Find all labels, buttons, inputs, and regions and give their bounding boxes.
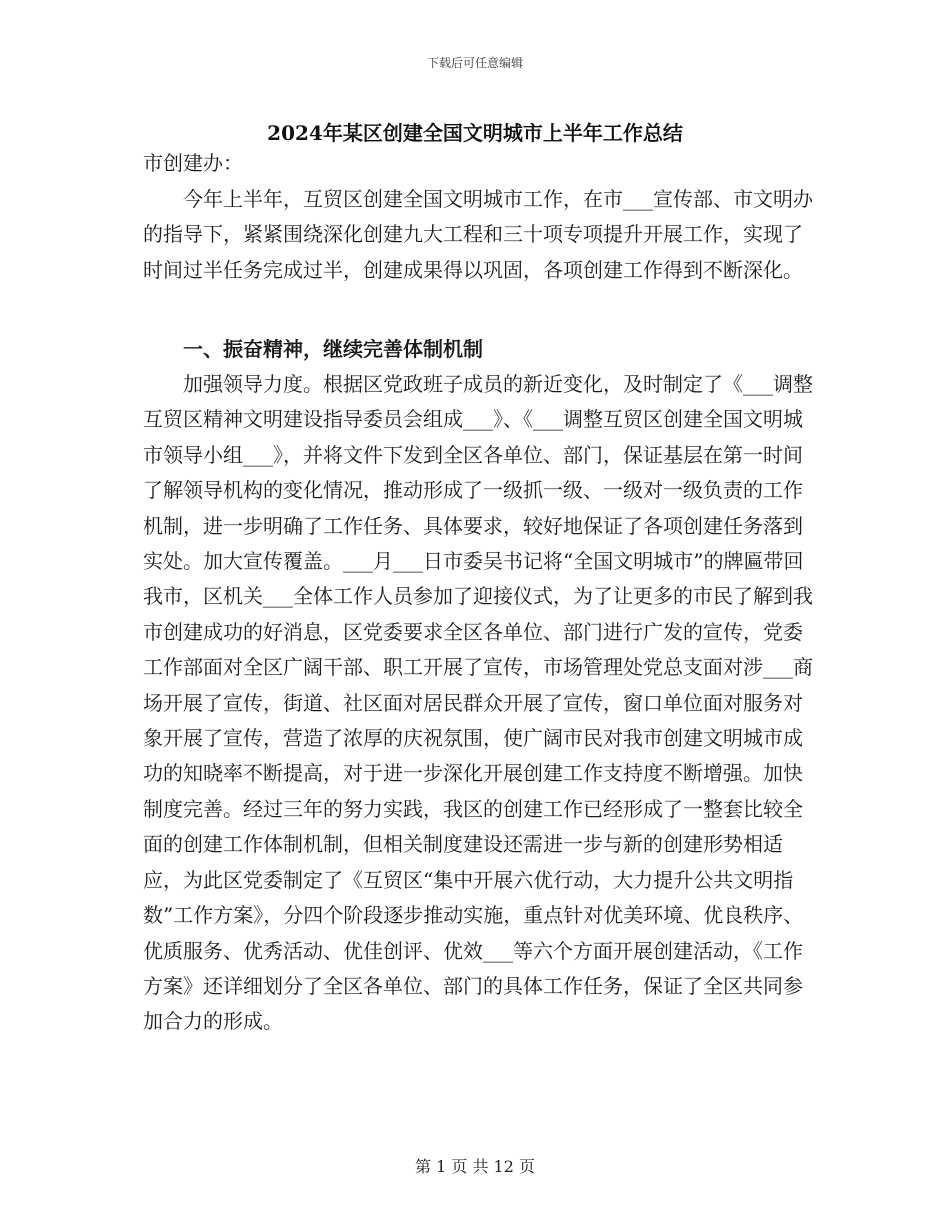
paragraph-section-1: 加强领导力度。根据区党政班子成员的新近变化，及时制定了《___调整互贸区精神文明建设指导委员会组成___》、《___调整互贸区创建全国文明城市领导小组___》，并将文件下发到全区各单位、部门，保证基层在第一时间了解领导机构的变化情况，推动形成了一级抓一级、一级对一级负责的工作机制，进一步明确了工作任务、具体要求，较好地保证了各项创建任务落到实处。加大宣传覆盖。___月___日市委吴书记将“全国文明城市”的牌匾带回我市，区机关___全体工作人员参加了迎接仪式，为了让更多的市民了解到我市创建成功的好消息，区党委要求全区各单位、部门进行广发的宣传，党委工作部面对全区广阔干部、职工开展了宣传，市场管理处党总支面对涉___商场开展了宣传，街道、社区面对居民群众开展了宣传，窗口单位面对服务对象开展了宣传，营造了浓厚的庆祝氛围，使广阔市民对我市创建文明城市成功的知晓率不断提高，对于进一步深化开展创建工作支持度不断增强。加快制度完善。经过三年的努力实践，我区的创建工作已经形成了一整套比较全面的创建工作体制机制，但相关制度建设还需进一步与新的创建形势相适应，为此区党委制定了《互贸区“集中开展六优行动，大力提升公共文明指数”工作方案》，分四个阶段逐步推动实施，重点针对优美环境、优良秩序、优质服务、优秀活动、优佳创评、优效___等六个方面开展创建活动，《工作方案》还详细划分了全区各单位、部门的具体工作任务，保证了全区共同参加合力的形成。: [143, 372, 813, 1034]
salutation: 市创建办：: [143, 151, 243, 175]
section-heading-1: 一、振奋精神，继续完善体制机制: [183, 337, 483, 361]
page-footer: 第 1 页 共 12 页: [415, 1157, 535, 1176]
document-title: 2024年某区创建全国文明城市上半年工作总结: [267, 121, 683, 145]
paragraph-intro: 今年上半年，互贸区创建全国文明城市工作，在市___宣传部、市文明办的指导下，紧紧围绕深化创建九大工程和三十项专项提升开展工作，实现了时间过半任务完成过半，创建成果得以巩固，各项创建工作得到不断深化。: [143, 187, 813, 282]
header-note: 下载后可任意编辑: [426, 56, 523, 70]
